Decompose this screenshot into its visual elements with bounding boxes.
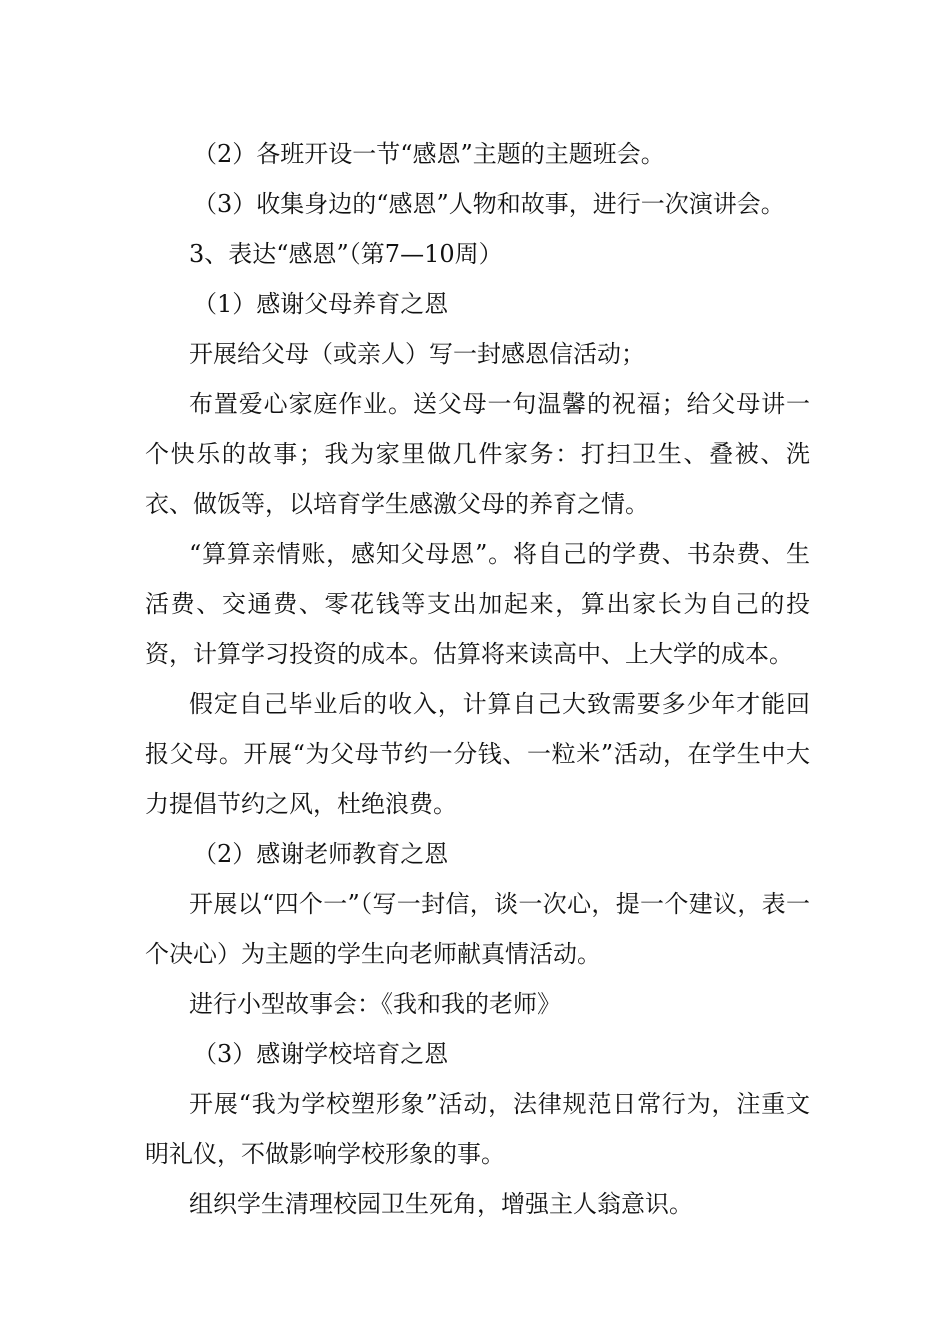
paragraph-campus-cleanup: 组织学生清理校园卫生死角，增强主人翁意识。 [189, 1190, 693, 1218]
subheading-thank-parents: （1）感谢父母养育之恩 [193, 290, 449, 318]
paragraph-family-account: “算算亲情账，感知父母恩”。将自己的学费、书杂费、生活费、交通费、零花钱等支出加起来，算出家长为自己的投资，计算学习投资的成本。估算将来读高中、上大学的成本。 [145, 540, 810, 668]
section-heading-express-gratitude: 3、表达“感恩”（第7—10周） [189, 240, 503, 268]
paragraph-school-image: 开展“我为学校塑形象”活动，法律规范日常行为，注重文明礼仪，不做影响学校形象的事。 [145, 1090, 810, 1168]
subheading-thank-teachers: （2）感谢老师教育之恩 [193, 840, 449, 868]
subheading-thank-school: （3）感谢学校培育之恩 [193, 1040, 449, 1068]
paragraph-story-meeting: 进行小型故事会：《我和我的老师》 [189, 990, 561, 1018]
paragraph-family-homework: 布置爱心家庭作业。送父母一句温馨的祝福；给父母讲一个快乐的故事；我为家里做几件家务：打扫卫生、叠被、洗衣、做饭等，以培育学生感激父母的养育之情。 [145, 390, 810, 518]
list-item-speech-contest: （3）收集身边的“感恩”人物和故事，进行一次演讲会。 [193, 190, 785, 218]
list-item-class-meeting: （2）各班开设一节“感恩”主题的主题班会。 [193, 140, 665, 168]
paragraph-thank-you-letter: 开展给父母（或亲人）写一封感恩信活动； [189, 340, 645, 368]
paragraph-repay-parents: 假定自己毕业后的收入，计算自己大致需要多少年才能回报父母。开展“为父母节约一分钱、一粒米”活动，在学生中大力提倡节约之风，杜绝浪费。 [145, 690, 810, 818]
document-body [145, 129, 810, 1229]
paragraph-four-ones: 开展以“四个一”（写一封信，谈一次心，提一个建议，表一个决心）为主题的学生向老师献真情活动。 [145, 890, 810, 968]
